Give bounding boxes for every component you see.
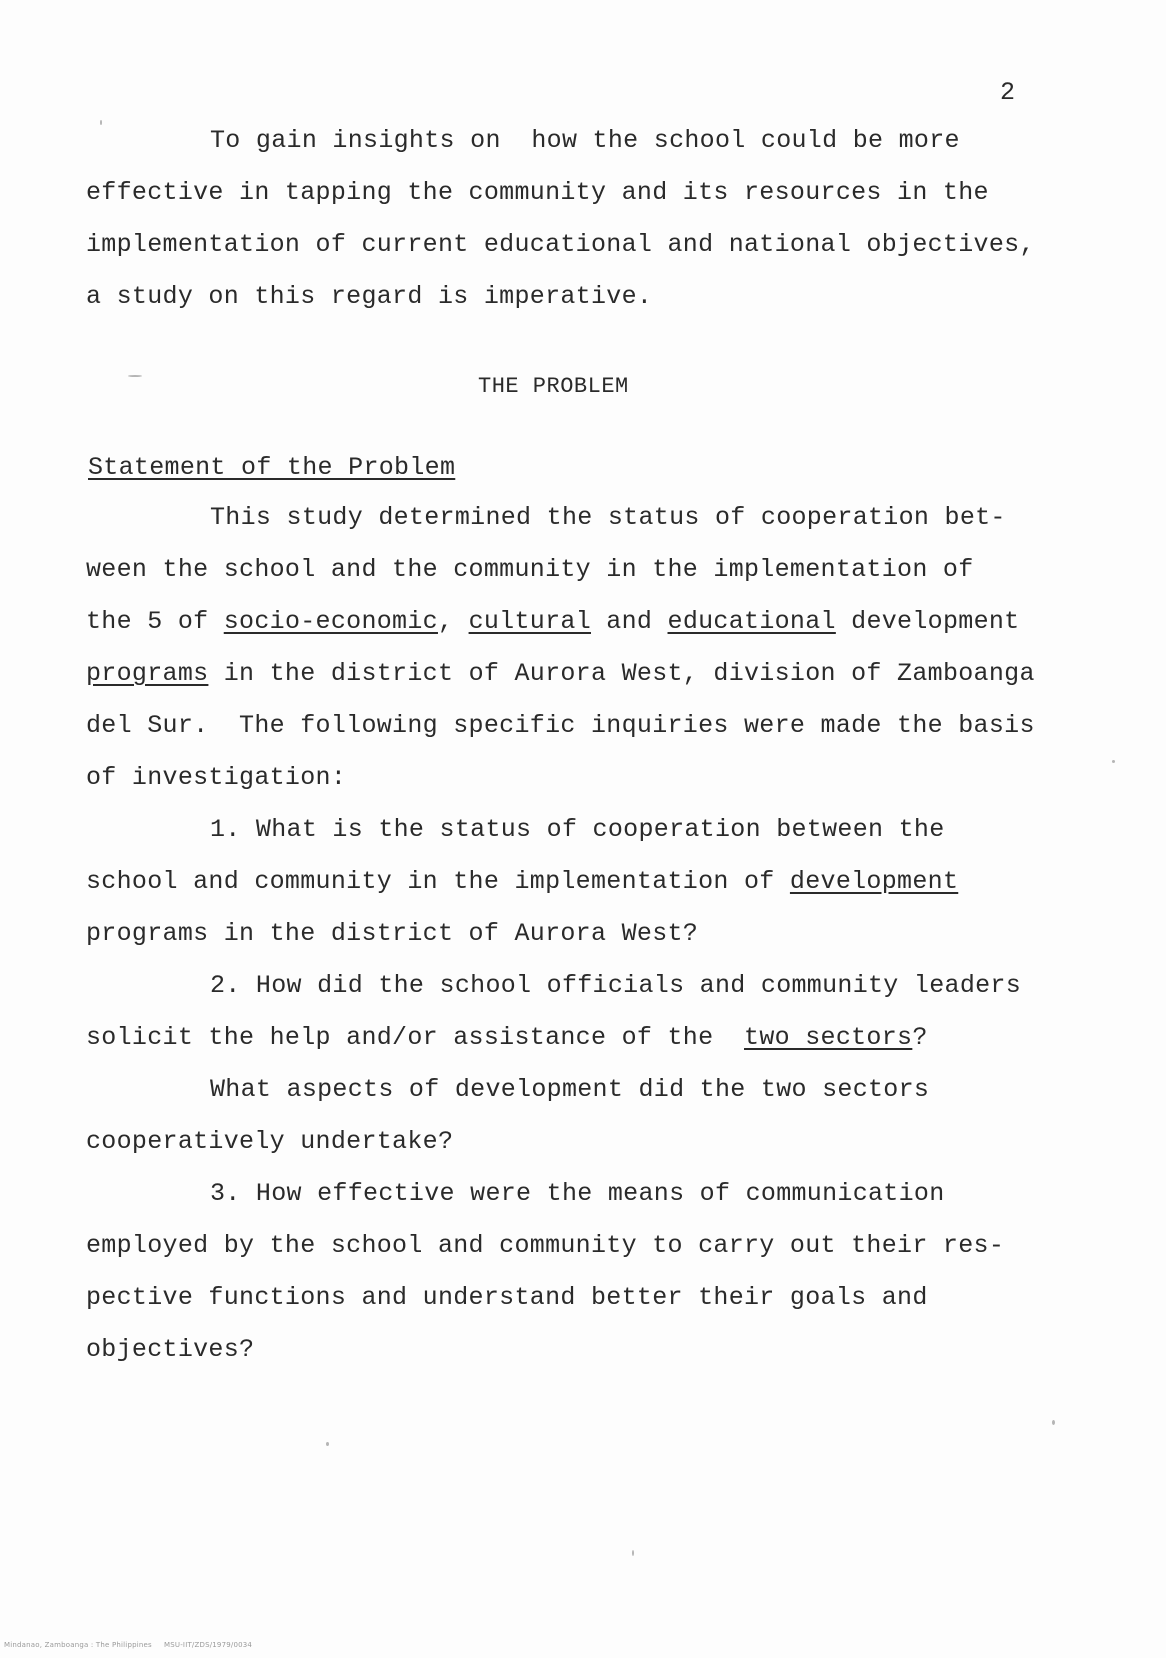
question-2-line-3: What aspects of development did the two sectors: [210, 1075, 930, 1104]
statement-line-4: [86, 659, 1035, 689]
question-3-line-3: pective functions and understand better their goals and: [86, 1283, 928, 1312]
statement-line-3-and: and: [591, 607, 668, 636]
scan-speck: [1112, 760, 1115, 763]
statement-line-3-comma: ,: [437, 607, 469, 636]
question-2-line-4: cooperatively undertake?: [86, 1127, 454, 1156]
development-term: development: [789, 867, 959, 896]
scan-speck: [326, 1442, 329, 1446]
question-1-line-3: programs in the district of Aurora West?: [86, 919, 699, 948]
intro-line-2: effective in tapping the community and its resources in the: [86, 178, 989, 207]
footer-note: Mindanao, Zamboanga : The Philippines MSU-IIT/ZDS/1979/0034: [4, 1641, 253, 1649]
section-heading: THE PROBLEM: [478, 374, 629, 399]
intro-line-1: To gain insights on how the school could be more: [210, 126, 960, 155]
statement-line-6: of investigation:: [86, 763, 347, 792]
question-1-line-2-prefix: school and community in the implementation of: [86, 867, 790, 896]
question-2-line-2-suffix: ?: [912, 1023, 928, 1052]
intro-line-4: a study on this regard is imperative.: [86, 282, 653, 311]
subsection-heading: Statement of the Problem: [88, 453, 456, 482]
statement-line-3-prefix: the 5 of: [86, 607, 224, 636]
question-3-line-1: 3. How effective were the means of communication: [210, 1179, 945, 1208]
page-number: 2: [1000, 78, 1016, 107]
socio-economic-term: socio-economic: [223, 607, 438, 636]
question-3-line-2: employed by the school and community to carry out their res-: [86, 1231, 1005, 1260]
scan-speck: [128, 375, 142, 377]
scan-speck: [100, 120, 102, 125]
question-2-line-2: [86, 1023, 928, 1053]
question-1-line-2: [86, 867, 958, 897]
cultural-term: cultural: [468, 607, 591, 636]
statement-line-5: del Sur. The following specific inquiries were made the basis: [86, 711, 1035, 740]
statement-line-3: [86, 607, 1019, 637]
educational-term: educational: [667, 607, 836, 636]
scan-speck: [1052, 1420, 1055, 1425]
intro-line-3: implementation of current educational and national objectives,: [86, 230, 1035, 259]
statement-line-2: ween the school and the community in the implementation of: [86, 555, 974, 584]
statement-line-4-suffix: in the district of Aurora West, division of Zamboanga: [208, 659, 1035, 688]
question-2-line-2-prefix: solicit the help and/or assistance of the: [86, 1023, 745, 1052]
question-2-line-1: 2. How did the school officials and community leaders: [210, 971, 1022, 1000]
programs-term: programs: [86, 659, 209, 688]
two-sectors-term: two sectors: [744, 1023, 913, 1052]
statement-line-3-suffix: development: [835, 607, 1020, 636]
scan-speck: [632, 1550, 634, 1556]
question-3-line-4: objectives?: [86, 1335, 255, 1364]
question-1-line-1: 1. What is the status of cooperation between the: [210, 815, 945, 844]
statement-line-1: This study determined the status of cooperation bet-: [210, 503, 1006, 532]
